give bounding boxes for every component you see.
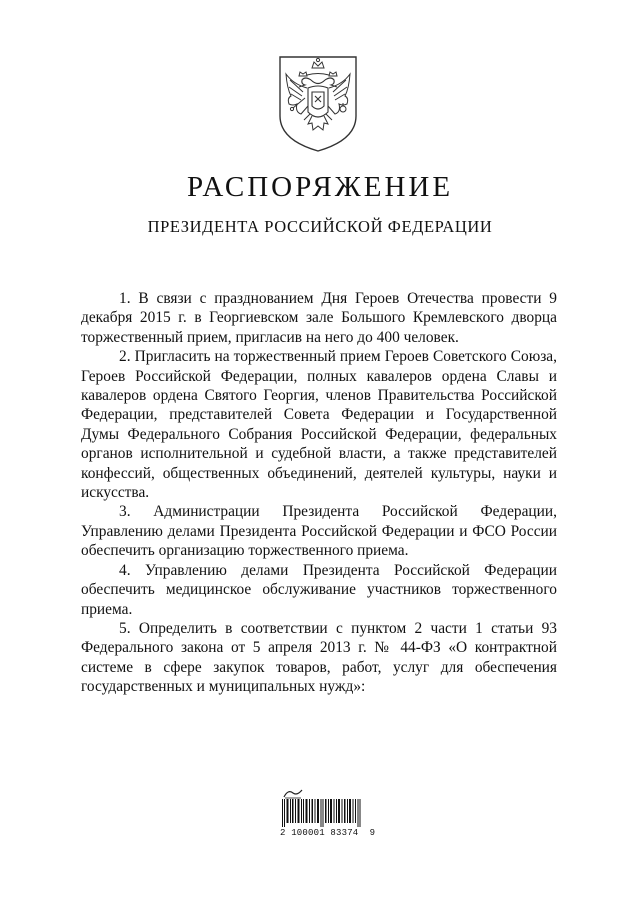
paragraph-4: 4. Управлению делами Президента Российской Федерации обеспечить медицинское обслуживание участников торжественного приема. [81, 561, 557, 618]
paragraph-3: 3. Администрации Президента Российской Федерации, Управлению делами Президента Российской Федерации и ФСО России обеспечить организацию торжественного приема. [81, 503, 557, 560]
paragraph-5: 5. Определить в соответствии с пунктом 2 части 1 статьи 93 Федерального закона от 5 апреля 2013 г. № 44-ФЗ «О контрактной системе в сфере закупок товаров, работ, услуг для обеспечения государственных и муниципальных нужд»: [81, 619, 557, 696]
paragraph-1: 1. В связи с празднованием Дня Героев Отечества провести 9 декабря 2015 г. в Георгиевском зале Большого Кремлевского дворца торжественный прием, пригласив на него до 400 человек. [81, 290, 557, 346]
document-subtitle: ПРЕЗИДЕНТА РОССИЙСКОЙ ФЕДЕРАЦИИ [147, 217, 493, 236]
document-body [81, 289, 557, 697]
document-title: РАСПОРЯЖЕНИЕ [186, 171, 454, 203]
paragraph-2: 2. Пригласить на торжественный прием Героев Советского Союза, Героев Российской Федерации, полных кавалеров ордена Славы и кавалеров ордена Святого Георгия, членов Правительства Российской Федерации, представителей Совета Федерации и Государственной Думы Федерального Собрания Российской Федерации, федеральных органов исполнительной и судебной власти, а также представителей конфессий, общественных объединений, деятелей культуры, науки и искусства. [81, 348, 557, 502]
barcode-logo-icon [282, 787, 304, 799]
barcode [280, 787, 376, 847]
barcode-number: 2 100001 83374 9 [280, 828, 376, 838]
barcode-bars [282, 799, 362, 827]
coat-of-arms-icon [277, 54, 359, 154]
